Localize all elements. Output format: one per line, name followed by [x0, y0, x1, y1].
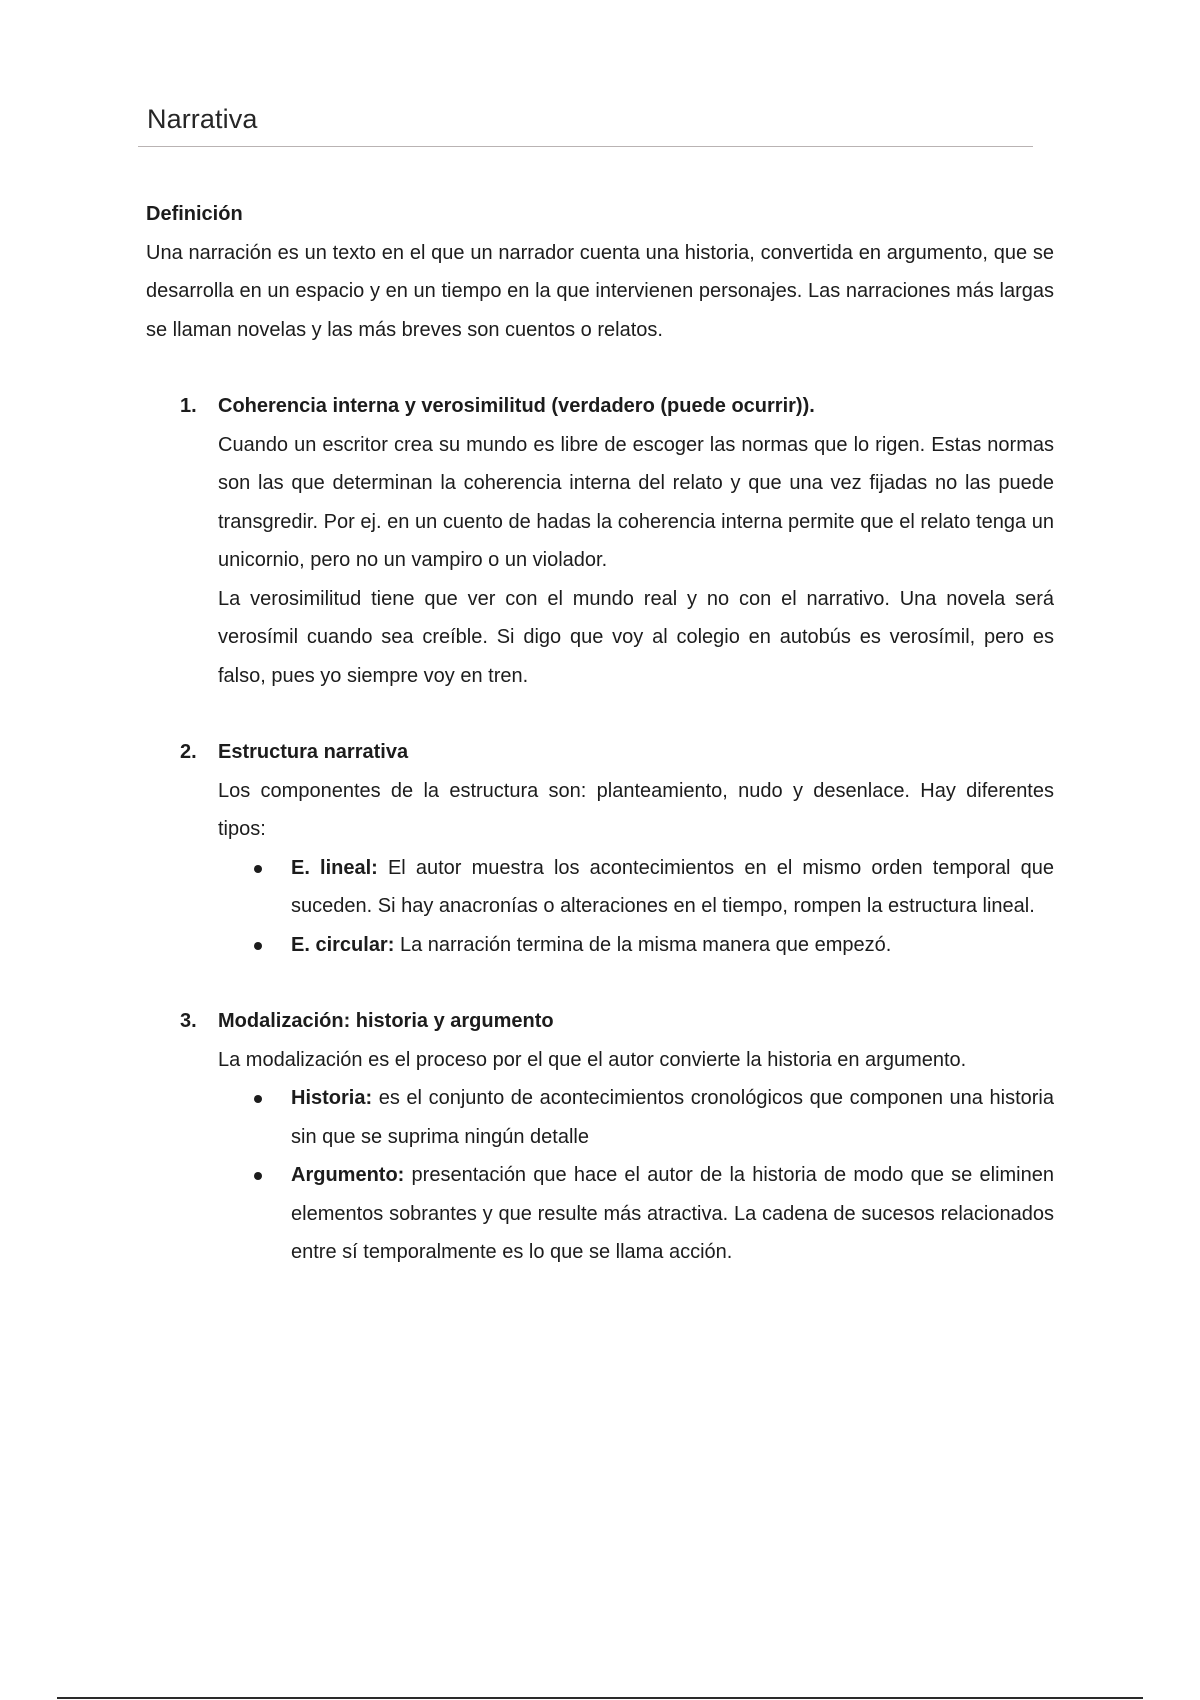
page-title: Narrativa	[147, 104, 258, 134]
definition-text: Una narración es un texto en el que un narrador cuenta una historia, convertida en argumento, que se desarrolla en un espacio y en un tiempo en la que intervienen personajes. Las narraciones más largas se llaman novelas y las más breves son cuentos o relatos.	[146, 241, 1054, 341]
bullet-list	[218, 849, 1054, 965]
bullet-text: presentación que hace el autor de la historia de modo que se eliminen elementos sobrantes y que resulte más atractiva. La cadena de sucesos relacionados entre sí temporalmente es lo que se llama acción.	[291, 1164, 1054, 1263]
bullet-icon	[254, 1095, 262, 1103]
title-divider	[138, 146, 1033, 147]
section-intro: La modalización es el proceso por el que el autor convierte la historia en argumento.	[218, 1048, 967, 1071]
bullet-text: La narración termina de la misma manera que empezó.	[394, 933, 892, 956]
bullet-text: es el conjunto de acontecimientos cronológicos que componen una historia sin que se suprima ningún detalle	[291, 1087, 1054, 1148]
section-number: 2.	[180, 741, 197, 763]
bullet-list	[218, 1079, 1054, 1272]
section-heading: Modalización: historia y argumento	[218, 1010, 554, 1032]
section-number: 1.	[180, 395, 197, 417]
list-item	[218, 849, 1054, 926]
section-modalizacion	[146, 1002, 1054, 1272]
bullet-icon	[254, 1172, 262, 1180]
list-item	[218, 926, 1054, 965]
section-heading: Estructura narrativa	[218, 741, 409, 763]
list-item	[218, 1079, 1054, 1156]
footer-divider	[57, 1697, 1143, 1699]
definition-heading: Definición	[146, 203, 243, 225]
definition-section	[146, 195, 1054, 349]
section-intro: Los componentes de la estructura son: planteamiento, nudo y desenlace. Hay diferentes tipos:	[218, 779, 1054, 840]
section-estructura	[146, 733, 1054, 964]
bullet-term: E. lineal:	[291, 856, 378, 879]
section-number: 3.	[180, 1010, 197, 1032]
section-coherencia	[146, 387, 1054, 695]
section-heading: Coherencia interna y verosimilitud (verdadero (puede ocurrir)).	[218, 395, 815, 417]
document-body	[146, 195, 1054, 1272]
bullet-icon	[254, 942, 262, 950]
section-paragraph: La verosimilitud tiene que ver con el mundo real y no con el narrativo. Una novela será verosímil cuando sea creíble. Si digo que voy al colegio en autobús es verosímil, pero es falso, pues yo siempre voy en tren.	[218, 587, 1054, 687]
bullet-term: Argumento:	[291, 1164, 405, 1186]
bullet-text: El autor muestra los acontecimientos en el mismo orden temporal que suceden. Si hay anacronías o alteraciones en el tiempo, rompen la estructura lineal.	[291, 856, 1055, 917]
list-item	[218, 1156, 1054, 1272]
bullet-term: E. circular:	[291, 933, 395, 956]
bullet-term: Historia:	[291, 1087, 373, 1109]
section-paragraph: Cuando un escritor crea su mundo es libre de escoger las normas que lo rigen. Estas normas son las que determinan la coherencia interna del relato y que una vez fijadas no las puede transgredir. Por ej. en un cuento de hadas la coherencia interna permite que el relato tenga un unicornio, pero no un vampiro o un violador.	[218, 433, 1054, 571]
bullet-icon	[254, 865, 262, 873]
